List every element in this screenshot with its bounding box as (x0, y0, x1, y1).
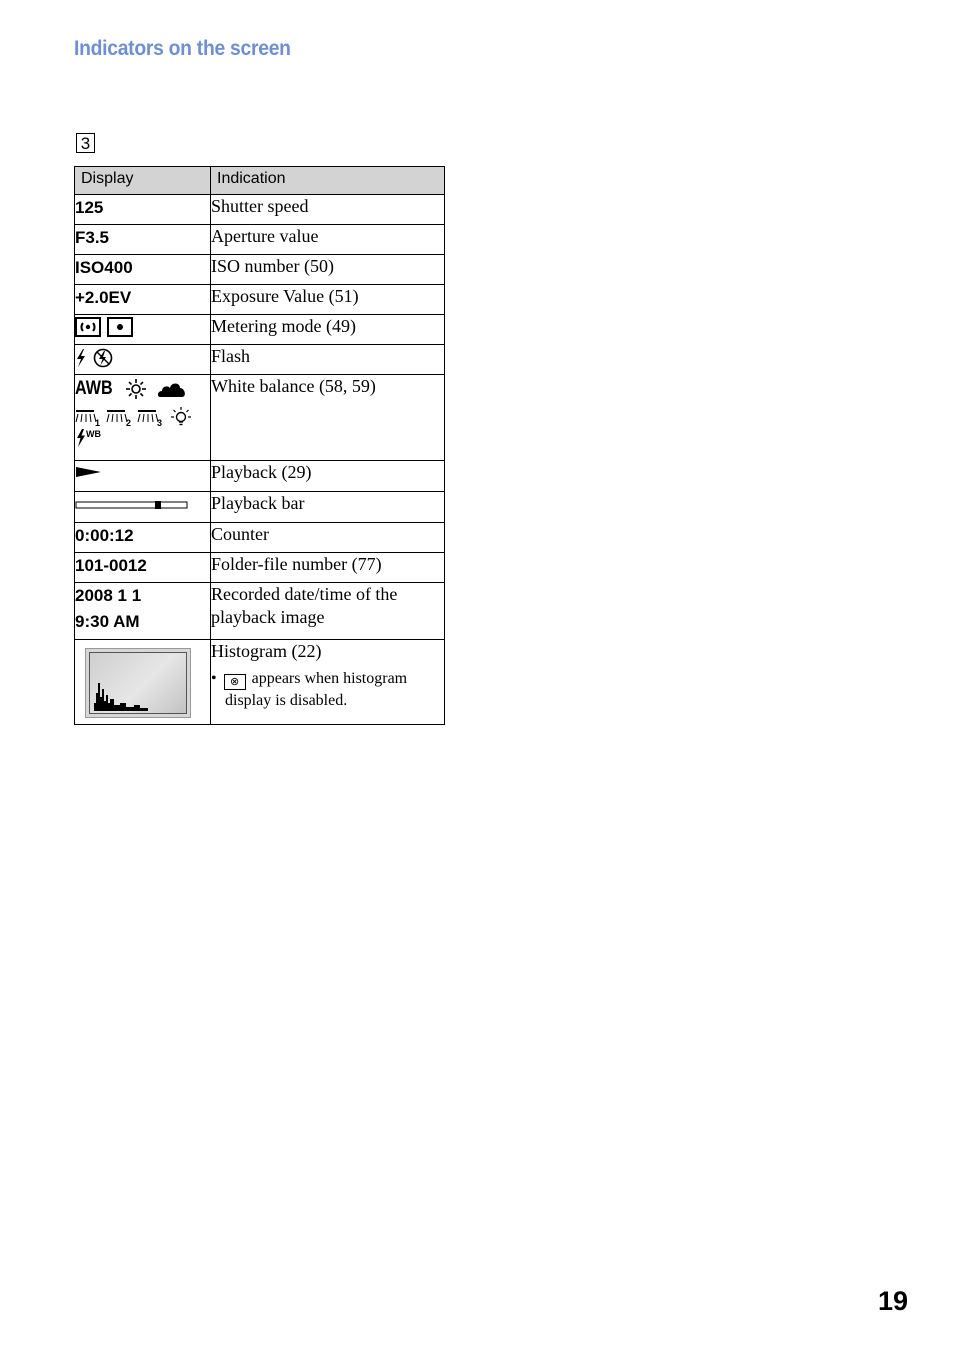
indication-cell: Playback bar (211, 491, 445, 523)
page-title: Indicators on the screen (74, 37, 291, 60)
histogram-note (211, 668, 444, 712)
cloudy-icon (157, 379, 187, 399)
indication-cell: Counter (211, 523, 445, 553)
display-cell (75, 461, 211, 492)
table-row (75, 375, 445, 461)
fluorescent-1-icon (75, 407, 101, 427)
display-cell (75, 345, 211, 375)
indicators-table (74, 166, 445, 725)
display-cell: F3.5 (75, 225, 211, 255)
indication-cell (211, 640, 445, 725)
display-cell (75, 491, 211, 523)
table-row (75, 491, 445, 523)
indication-cell: Folder-file number (77) (211, 553, 445, 583)
fluorescent-3-icon (137, 407, 163, 427)
column-header-display: Display (75, 167, 211, 195)
page-number: 19 (878, 1286, 909, 1316)
bullet: • (211, 670, 217, 688)
indication-cell: Recorded date/time of the playback image (211, 583, 445, 640)
table-row (75, 195, 445, 225)
time-line: 9:30 AM (75, 612, 140, 632)
display-cell: 125 (75, 195, 211, 225)
table-row (75, 255, 445, 285)
indication-cell: Metering mode (49) (211, 315, 445, 345)
table-header-row (75, 167, 445, 195)
table-row (75, 640, 445, 725)
flash-off-icon (93, 348, 113, 368)
histogram-note-text: appears when histogram display is disabled. (225, 670, 408, 710)
column-header-indication: Indication (211, 167, 445, 195)
table-row (75, 285, 445, 315)
date-line: 2008 1 1 (75, 586, 142, 605)
playback-bar-icon (75, 495, 189, 515)
table-row (75, 583, 445, 640)
fluorescent-2-icon (106, 407, 132, 427)
table-row (75, 315, 445, 345)
display-cell: ISO400 (75, 255, 211, 285)
display-cell (75, 583, 211, 640)
svg-text:WB: WB (86, 428, 101, 439)
histogram-disabled-icon: ⊗ (224, 674, 246, 690)
indication-cell: Flash (211, 345, 445, 375)
play-icon (75, 463, 103, 483)
table-row (75, 523, 445, 553)
indication-cell: Playback (29) (211, 461, 445, 492)
incandescent-icon (168, 406, 194, 428)
flash-icon (75, 348, 87, 368)
indication-cell: White balance (58, 59) (211, 375, 445, 461)
display-cell (75, 375, 211, 461)
histogram-graph (90, 653, 186, 713)
indication-cell: Shutter speed (211, 195, 445, 225)
histogram-title: Histogram (22) (211, 641, 322, 661)
daylight-icon (125, 378, 147, 400)
indication-cell: Aperture value (211, 225, 445, 255)
display-cell (75, 640, 211, 725)
table-row (75, 553, 445, 583)
svg-text:3: 3 (157, 417, 163, 427)
multi-pattern-metering-icon (75, 317, 101, 337)
indication-cell: Exposure Value (51) (211, 285, 445, 315)
display-cell: 101-0012 (75, 553, 211, 583)
svg-text:2: 2 (126, 417, 132, 427)
table-row (75, 225, 445, 255)
spot-metering-icon (107, 317, 133, 337)
awb-label: AWB (75, 378, 113, 399)
display-cell (75, 315, 211, 345)
table-row (75, 345, 445, 375)
svg-text:1: 1 (95, 417, 101, 427)
display-cell: +2.0EV (75, 285, 211, 315)
flash-wb-icon (75, 428, 105, 448)
table-row (75, 461, 445, 492)
display-cell: 0:00:12 (75, 523, 211, 553)
histogram-thumbnail (85, 648, 191, 718)
indication-cell: ISO number (50) (211, 255, 445, 285)
section-number-box: 3 (76, 133, 95, 153)
